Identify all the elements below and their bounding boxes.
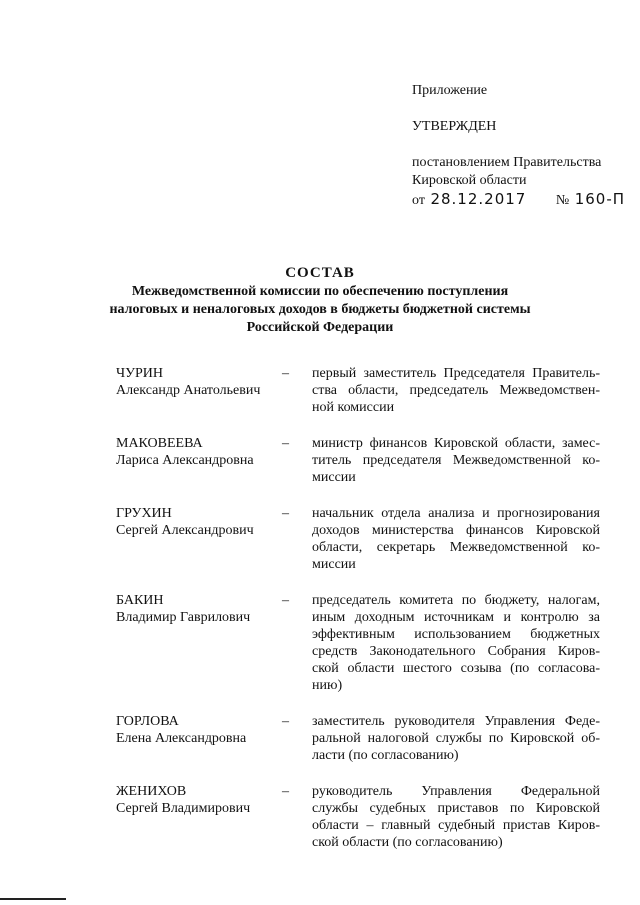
member-name: [116, 365, 282, 416]
position-line: ской области (по согласованию): [312, 835, 503, 850]
number-prefix: №: [555, 193, 570, 208]
member-position: [312, 365, 600, 416]
member-row: [116, 435, 606, 486]
member-given-name: Сергей Владимирович: [116, 801, 251, 816]
member-position: [312, 505, 600, 573]
decree-block: [412, 154, 637, 210]
member-row: [116, 505, 606, 573]
position-line: заместитель руководителя Управления Феде-: [312, 714, 600, 729]
position-line: миссии: [312, 470, 356, 485]
member-given-name: Сергей Александрович: [116, 523, 254, 538]
member-position: [312, 592, 600, 694]
position-line: иным доходным источникам и контролю за: [312, 610, 600, 625]
member-dash: –: [282, 366, 289, 381]
member-row: [116, 365, 606, 416]
footnote-rule: [0, 898, 66, 900]
member-surname: ГОРЛОВА: [116, 714, 179, 729]
document-title: [0, 264, 640, 337]
position-line: ской области шестого созыва (по согласова-: [312, 661, 600, 676]
decree-line-2: Кировской области: [412, 173, 527, 188]
decree-date-line: [412, 190, 637, 210]
member-name: [116, 505, 282, 573]
decree-date: 28.12.2017: [430, 190, 527, 208]
appendix-label: Приложение: [412, 83, 488, 98]
member-given-name: Александр Анатольевич: [116, 383, 261, 398]
member-surname: ЖЕНИХОВ: [116, 784, 187, 799]
approval-header: [412, 82, 637, 210]
position-line: эффективным использованием бюджетных: [312, 627, 600, 642]
position-line: миссии: [312, 557, 356, 572]
position-line: службы судебных приставов по Кировской: [312, 801, 600, 816]
member-name: [116, 713, 282, 764]
member-dash: –: [282, 714, 289, 729]
member-dash: –: [282, 506, 289, 521]
decree-line-1: постановлением Правительства: [412, 155, 602, 170]
member-dash: –: [282, 436, 289, 451]
position-line: министр финансов Кировской области, замес-: [312, 436, 600, 451]
position-line: первый заместитель Председателя Правитель-: [312, 366, 600, 381]
position-line: области – главный судебный пристав Киров-: [312, 818, 600, 833]
decree-number: 160-П: [574, 190, 626, 208]
title-line-3: Российской Федерации: [246, 320, 394, 335]
member-row: [116, 713, 606, 764]
approved-label: УТВЕРЖДЕН: [412, 119, 497, 134]
position-line: нию): [312, 678, 343, 693]
member-surname: ЧУРИН: [116, 366, 164, 381]
member-name: [116, 783, 282, 851]
position-line: руководитель Управления Федеральной: [312, 784, 600, 799]
position-line: средств Законодательного Собрания Киров-: [312, 644, 600, 659]
date-prefix: от: [412, 193, 425, 208]
member-row: [116, 783, 606, 851]
member-row: [116, 592, 606, 694]
member-position: [312, 713, 600, 764]
member-given-name: Владимир Гаврилович: [116, 610, 251, 625]
position-line: ральной налоговой службы по Кировской об-: [312, 731, 600, 746]
position-line: области, секретарь Межведомственной ко-: [312, 540, 600, 555]
position-line: титель председателя Межведомственной ко-: [312, 453, 600, 468]
member-name: [116, 592, 282, 694]
members-list: [116, 365, 606, 851]
title-heading: СОСТАВ: [285, 265, 355, 281]
member-position: [312, 783, 600, 851]
member-surname: БАКИН: [116, 593, 164, 608]
member-surname: ГРУХИН: [116, 506, 172, 521]
member-dash: –: [282, 784, 289, 799]
position-line: ства области, председатель Межведомствен-: [312, 383, 600, 398]
member-dash: –: [282, 593, 289, 608]
member-given-name: Елена Александровна: [116, 731, 247, 746]
position-line: ной комиссии: [312, 400, 395, 415]
member-surname: МАКОВЕЕВА: [116, 436, 203, 451]
member-name: [116, 435, 282, 486]
position-line: начальник отдела анализа и прогнозирования: [312, 506, 600, 521]
title-line-1: Межведомственной комиссии по обеспечению поступления: [131, 284, 509, 299]
member-given-name: Лариса Александровна: [116, 453, 254, 468]
position-line: председатель комитета по бюджету, налогам,: [312, 593, 600, 608]
position-line: доходов министерства финансов Кировской: [312, 523, 600, 538]
member-position: [312, 435, 600, 486]
position-line: ласти (по согласованию): [312, 748, 459, 763]
title-line-2: налоговых и неналоговых доходов в бюджеты бюджетной системы: [109, 302, 531, 317]
